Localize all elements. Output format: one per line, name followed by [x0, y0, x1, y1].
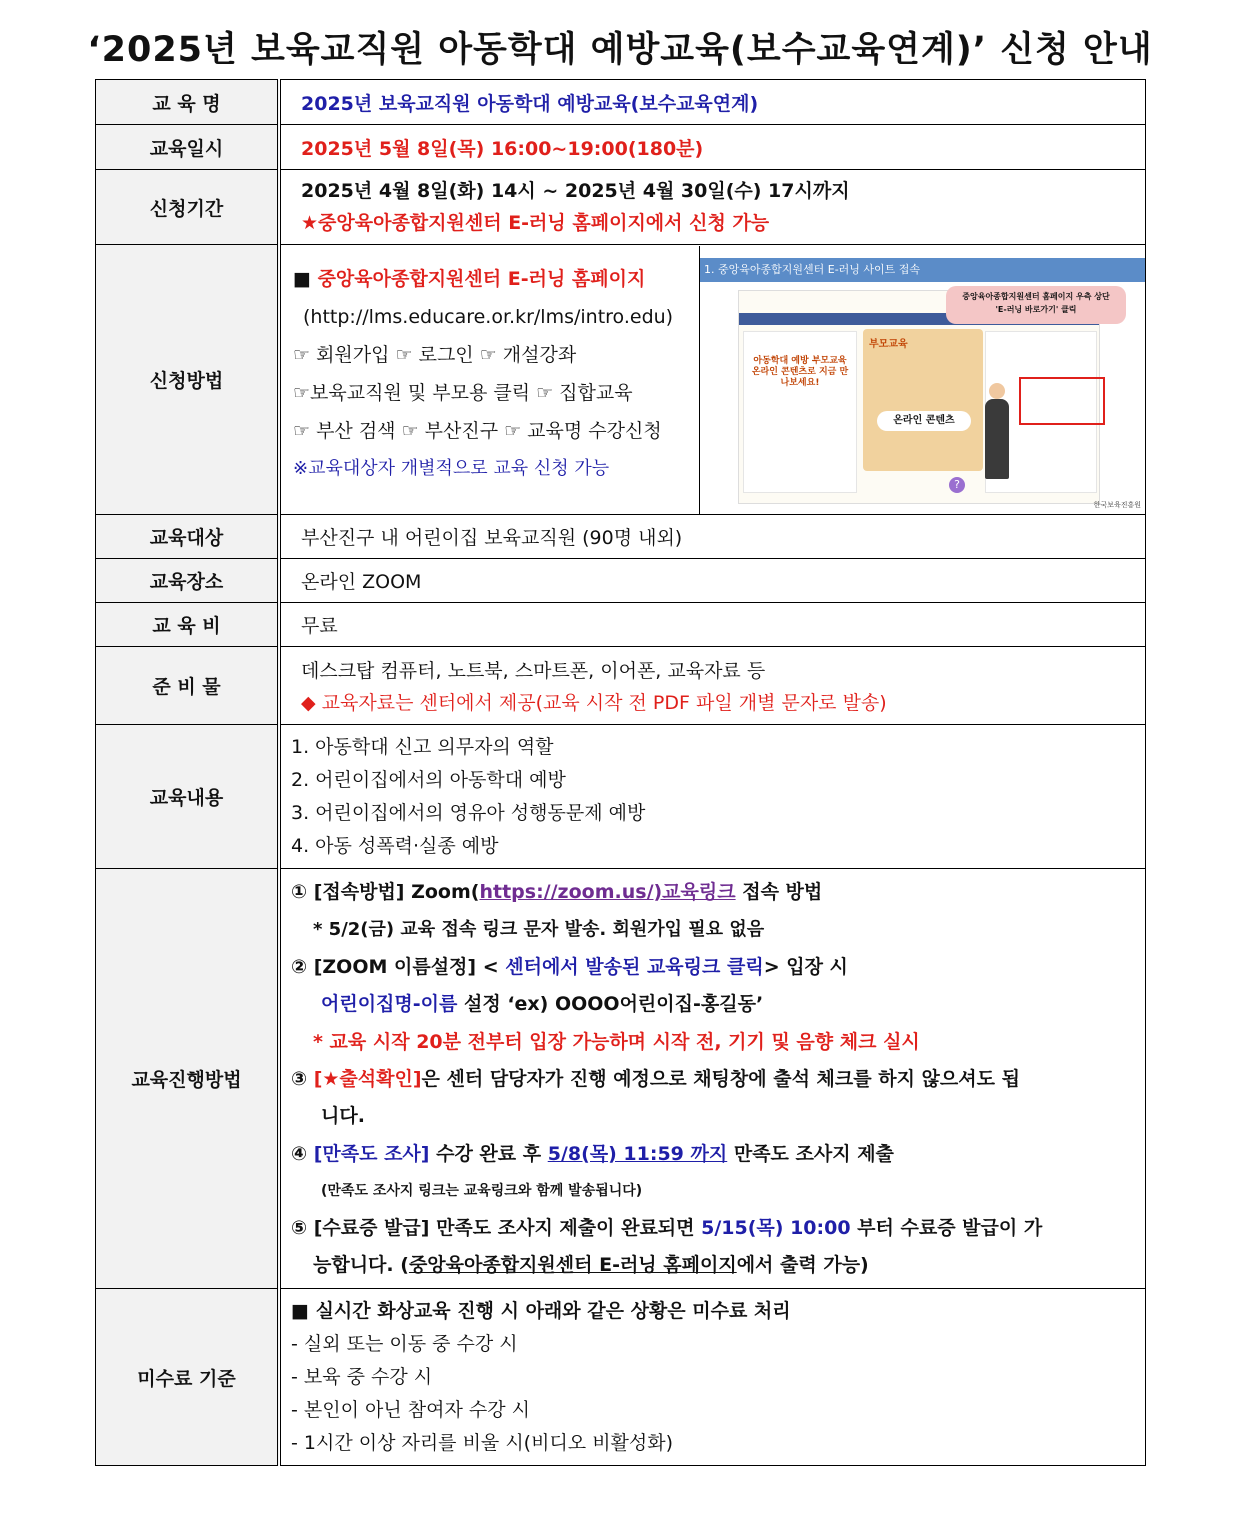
page-title: ‘2025년 보육교직원 아동학대 예방교육(보수교육연계)’ 신청 안내 [87, 30, 1153, 70]
prep-line1: 데스크탑 컴퓨터, 노트북, 스마트폰, 이어폰, 교육자료 등 [301, 659, 766, 682]
proceed-step3 [291, 1061, 1145, 1098]
content-item-2: 2. 어린이집에서의 아동학대 예방 [291, 768, 566, 791]
content-item-1: 1. 아동학대 신고 의무자의 역할 [291, 735, 554, 758]
proceed-step2 [291, 948, 1145, 986]
screenshot-panel [863, 329, 983, 471]
fail-item-3: - 본인이 아닌 참여자 수강 시 [291, 1399, 530, 1421]
proceed-step5-line2 [291, 1247, 1145, 1284]
period-line1: 2025년 4월 8일(화) 14시 ~ 2025년 4월 30일(수) 17시까지 [301, 180, 850, 202]
screenshot-left-text: 아동학대 예방 부모교육 온라인 콘텐츠로 지금 만나보세요! [751, 355, 849, 388]
method-step3: ☞ 부산 검색 ☞ 부산진구 ☞ 교육명 수강신청 [293, 419, 662, 442]
row-method [96, 245, 1146, 515]
prep-line2: ◆ 교육자료는 센터에서 제공(교육 시작 전 PDF 파일 개별 문자로 발송) [301, 691, 887, 714]
row-name [96, 80, 1146, 125]
step5-date: 5/15(목) 10:00 [701, 1216, 851, 1239]
step1-text: ① [접속방법] Zoom( [291, 880, 480, 903]
label-content: 교육내용 [96, 725, 280, 869]
value-name: 2025년 보육교직원 아동학대 예방교육(보수교육연계) [279, 80, 1146, 125]
step5-text: ⑤ [수료증 발급] 만족도 조사지 제출이 완료되면 [291, 1216, 702, 1239]
proceed-step2-line2 [291, 986, 1145, 1023]
label-fee: 교 육 비 [96, 603, 280, 647]
row-datetime [96, 125, 1146, 170]
row-proceed [96, 869, 1146, 1289]
method-url[interactable]: (http://lms.educare.or.kr/lms/intro.edu) [303, 305, 674, 328]
method-text [281, 246, 699, 514]
step3-text: 은 센터 담당자가 진행 예정으로 채팅창에 출석 체크를 하지 않으셔도 됩 [421, 1067, 1020, 1090]
fail-item-1: - 실외 또는 이동 중 수강 시 [291, 1333, 518, 1355]
label-target: 교육대상 [96, 515, 280, 559]
row-fee [96, 603, 1146, 647]
step1-text-end: 접속 방법 [735, 880, 823, 903]
method-heading-line [293, 260, 699, 298]
screenshot-logo: 한국보육진흥원 [1093, 500, 1141, 509]
screenshot-bar: 1. 중앙육아종합지원센터 E-러닝 사이트 접속 [700, 258, 1145, 282]
proceed-step5 [291, 1209, 1145, 1247]
method-heading-bullet: ■ [293, 267, 311, 290]
screenshot-left [743, 331, 857, 493]
label-datetime: 교육일시 [96, 125, 280, 170]
step4-text-end: 만족도 조사지 제출 [727, 1142, 894, 1165]
step3-red: [★출석확인] [313, 1067, 422, 1090]
proceed-step3-line2: 니다. [321, 1104, 365, 1127]
row-target [96, 515, 1146, 559]
fail-heading: ■ 실시간 화상교육 진행 시 아래와 같은 상황은 미수료 처리 [291, 1300, 791, 1322]
step2-text: ② [ZOOM 이름설정] < [291, 955, 506, 978]
person-body-icon [985, 399, 1009, 479]
value-fail [279, 1289, 1146, 1466]
step5-text-mid: 부터 수료증 발급이 가 [850, 1216, 1043, 1239]
row-period [96, 170, 1146, 245]
method-step1: ☞ 회원가입 ☞ 로그인 ☞ 개설강좌 [293, 343, 577, 366]
screenshot-panel-title: 온라인 콘텐츠 [877, 411, 971, 431]
step5-line2-b: 에서 출력 가능) [736, 1253, 869, 1276]
screenshot-highlight-box [1019, 377, 1105, 425]
step2-name-format: 어린이집명-이름 [321, 992, 458, 1015]
value-datetime: 2025년 5월 8일(목) 16:00~19:00(180분) [279, 125, 1146, 170]
step2-blue: 센터에서 발송된 교육링크 클릭 [505, 955, 764, 978]
step3-num: ③ [291, 1067, 314, 1090]
method-step2: ☞보육교직원 및 부모용 클릭 ☞ 집합교육 [293, 381, 633, 404]
method-note: ※교육대상자 개별적으로 교육 신청 가능 [293, 457, 610, 479]
step4-blue: [만족도 조사] [313, 1142, 430, 1165]
step5-homepage: 중앙육아종합지원센터 E-러닝 홈페이지 [408, 1253, 737, 1276]
screenshot-panel-heading: 부모교육 [869, 338, 908, 350]
step5-line2-a: 능합니다. ( [313, 1253, 409, 1276]
label-period: 신청기간 [96, 170, 280, 245]
step2-example: 설정 ‘ex) OOOO어린이집-홍길동’ [457, 992, 764, 1015]
value-content [279, 725, 1146, 869]
proceed-step1 [291, 874, 1145, 911]
row-fail [96, 1289, 1146, 1466]
fail-item-4: - 1시간 이상 자리를 비울 시(비디오 비활성화) [291, 1432, 674, 1454]
elearning-screenshot [699, 246, 1145, 514]
content-item-3: 3. 어린이집에서의 영유아 성행동문제 예방 [291, 801, 646, 824]
step2-text-end: > 입장 시 [763, 955, 848, 978]
label-fail: 미수료 기준 [96, 1289, 280, 1466]
value-prep [279, 647, 1146, 725]
info-table [95, 79, 1146, 1466]
callout-line1: 중앙육아종합지원센터 홈페이지 우측 상단 [962, 291, 1110, 301]
method-heading: 중앙육아종합지원센터 E-러닝 홈페이지 [317, 267, 646, 290]
callout-line2: 'E-러닝 바로가기' 클릭 [995, 304, 1077, 314]
label-proceed: 교육진행방법 [96, 869, 280, 1289]
value-period [279, 170, 1146, 245]
fail-item-2: - 보육 중 수강 시 [291, 1366, 433, 1388]
label-name: 교 육 명 [96, 80, 280, 125]
proceed-step1-note: * 5/2(금) 교육 접속 링크 문자 발송. 회원가입 필요 없음 [313, 918, 765, 940]
person-head-icon [989, 383, 1005, 399]
value-method [279, 245, 1146, 515]
row-place [96, 559, 1146, 603]
label-place: 교육장소 [96, 559, 280, 603]
question-icon: ? [949, 477, 965, 493]
proceed-step4 [291, 1135, 1145, 1173]
step4-num: ④ [291, 1142, 314, 1165]
label-prep: 준 비 물 [96, 647, 280, 725]
value-place: 온라인 ZOOM [279, 559, 1146, 603]
value-proceed [279, 869, 1146, 1289]
proceed-step4-note: (만족도 조사지 링크는 교육링크와 함께 발송됩니다) [321, 1182, 643, 1199]
step4-text: 수강 완료 후 [429, 1142, 548, 1165]
zoom-link[interactable]: https://zoom.us/)교육링크 [479, 880, 736, 903]
value-target: 부산진구 내 어린이집 보육교직원 (90명 내외) [279, 515, 1146, 559]
proceed-step2-note: * 교육 시작 20분 전부터 입장 가능하며 시작 전, 기기 및 음향 체크 실시 [313, 1030, 920, 1053]
row-content [96, 725, 1146, 869]
screenshot-callout [946, 286, 1126, 324]
step4-deadline: 5/8(목) 11:59 까지 [547, 1142, 728, 1165]
label-method: 신청방법 [96, 245, 280, 515]
row-prep [96, 647, 1146, 725]
value-fee: 무료 [279, 603, 1146, 647]
period-line2: ★중앙육아종합지원센터 E-러닝 홈페이지에서 신청 가능 [301, 212, 770, 234]
content-item-4: 4. 아동 성폭력·실종 예방 [291, 834, 499, 857]
